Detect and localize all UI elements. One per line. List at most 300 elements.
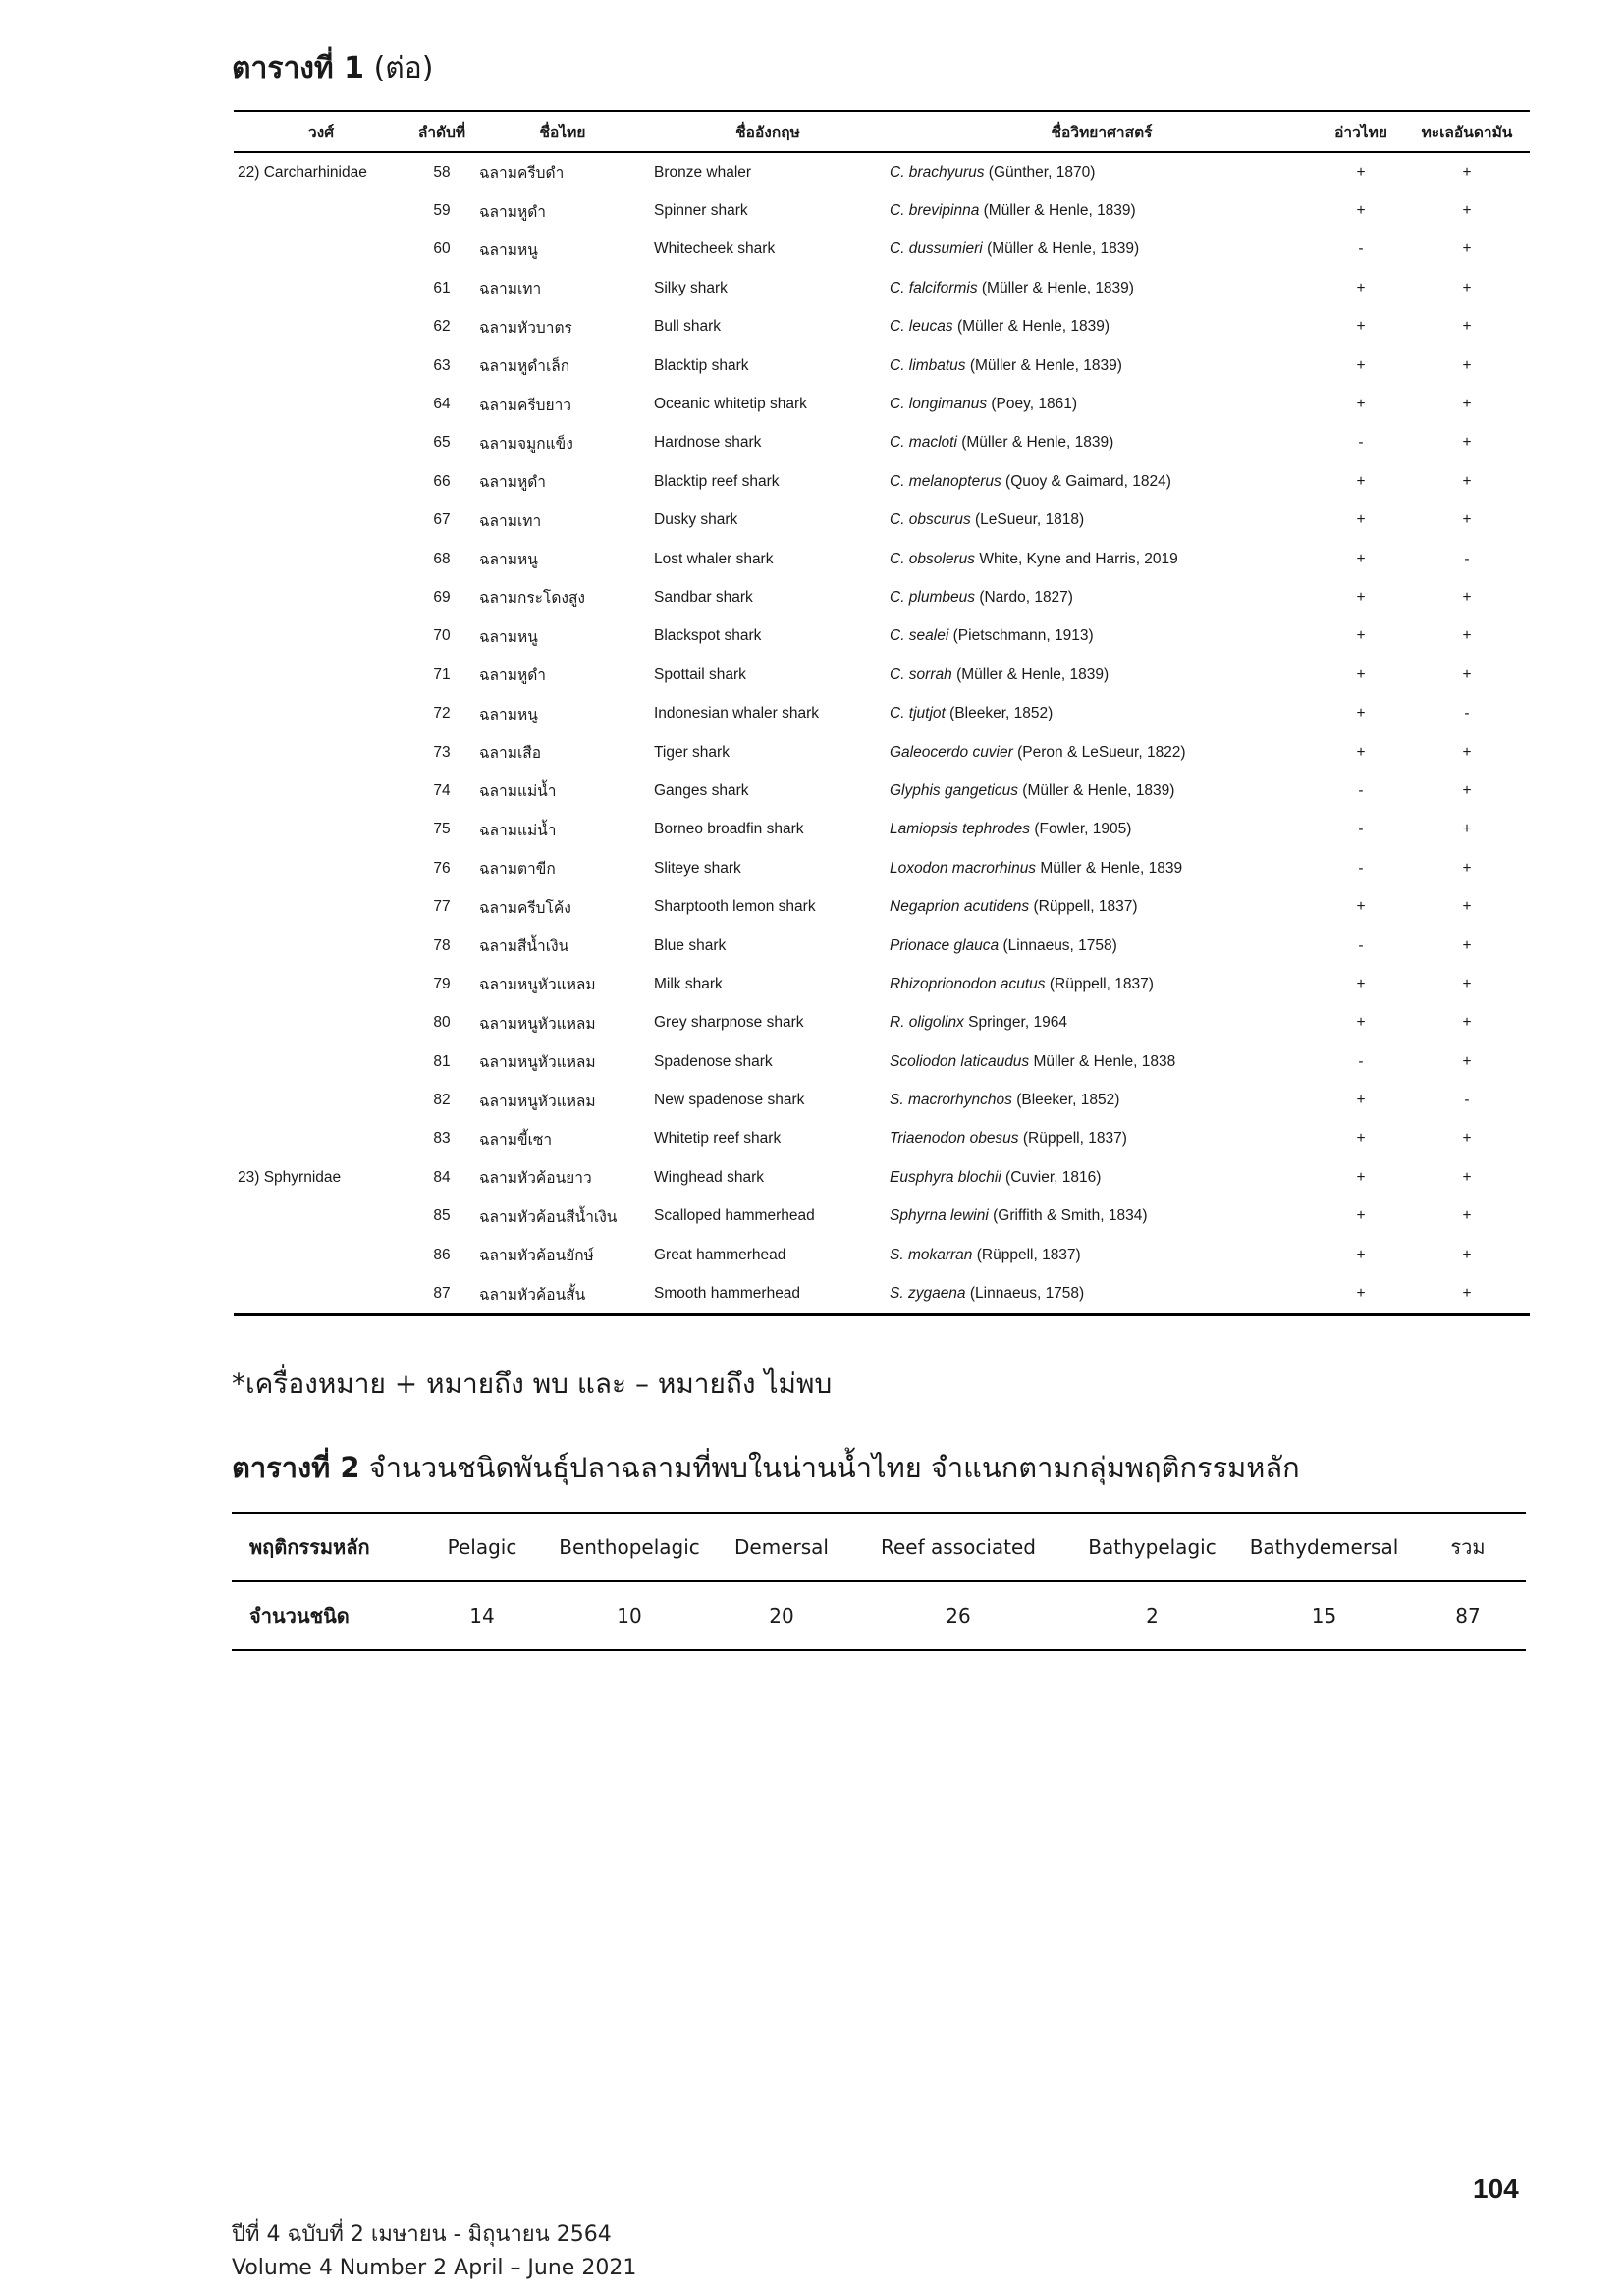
cell-number: 63 — [433, 356, 451, 374]
scientific-authority: (Müller & Henle, 1839) — [956, 318, 1110, 336]
cell-scientific-name — [886, 191, 1318, 230]
cell-family — [234, 811, 408, 849]
cell-thai-name: ฉลามหัวค้อนยาว — [479, 1170, 592, 1188]
scientific-binomial: C. sealei — [890, 627, 949, 645]
scientific-authority: (Quoy & Gaimard, 1824) — [1005, 472, 1171, 490]
table1-title-label: ตารางที่ 1 — [232, 51, 365, 85]
cell-thai-name: ฉลามหนูหัวแหลม — [479, 1093, 596, 1110]
cell-family — [234, 269, 408, 307]
cell-family: 23) Sphyrnidae — [238, 1168, 342, 1186]
cell-english-name: Blackspot shark — [654, 627, 762, 645]
scientific-authority: White, Kyne and Harris, 2019 — [979, 550, 1178, 567]
cell-andaman-presence: + — [1462, 781, 1472, 799]
scientific-binomial: C. falciformis — [890, 279, 978, 296]
table-row — [234, 965, 1530, 1003]
scientific-authority: (Bleeker, 1852) — [1016, 1092, 1120, 1109]
scientific-binomial: Prionace glauca — [890, 936, 1000, 954]
cell-gulf-presence: + — [1356, 666, 1366, 683]
scientific-binomial: C. dussumieri — [890, 240, 983, 258]
cell-andaman-presence: + — [1462, 434, 1472, 452]
cell-family — [234, 540, 408, 578]
cell-number: 84 — [433, 1168, 451, 1186]
cell-scientific-name — [886, 540, 1318, 578]
cell-family — [234, 385, 408, 423]
table-row — [234, 694, 1530, 732]
cell-family — [234, 656, 408, 694]
cell-english-name: Grey sharpnose shark — [654, 1014, 804, 1032]
cell-family — [234, 308, 408, 347]
table2-title-label: ตารางที่ 2 — [232, 1451, 360, 1484]
cell-family — [234, 347, 408, 385]
cell-gulf-presence: + — [1356, 588, 1366, 606]
scientific-authority: (LeSueur, 1818) — [975, 511, 1085, 529]
cell-gulf-presence: + — [1356, 1014, 1366, 1032]
table-row — [234, 269, 1530, 307]
cell-family — [234, 1004, 408, 1042]
scientific-binomial: Scoliodon laticaudus — [890, 1052, 1030, 1070]
cell-number: 61 — [433, 279, 451, 296]
cell-gulf-presence: + — [1356, 279, 1366, 296]
scientific-binomial: S. zygaena — [890, 1285, 966, 1303]
cell-english-name: Great hammerhead — [654, 1246, 786, 1263]
cell-english-name: Scalloped hammerhead — [654, 1207, 815, 1225]
cell-gulf-presence: + — [1356, 318, 1366, 336]
cell-gulf-presence: + — [1356, 202, 1366, 220]
cell-number: 62 — [433, 318, 451, 336]
col-bathypelagic: Bathypelagic — [1066, 1513, 1238, 1581]
cell-number: 72 — [433, 705, 451, 722]
table-row — [234, 849, 1530, 887]
cell-family — [234, 965, 408, 1003]
cell-andaman-presence: + — [1462, 202, 1472, 220]
table-row — [234, 152, 1530, 191]
cell-scientific-name — [886, 1236, 1318, 1274]
cell-gulf-presence: - — [1358, 781, 1364, 799]
cell-family — [234, 462, 408, 501]
cell-thai-name: ฉลามเทา — [479, 512, 542, 530]
cell-english-name: Milk shark — [654, 975, 723, 992]
cell-andaman-presence: + — [1462, 975, 1472, 992]
cell-english-name: Lost whaler shark — [654, 550, 774, 567]
table-row — [234, 191, 1530, 230]
cell-andaman-presence: + — [1462, 279, 1472, 296]
scientific-binomial: C. leucas — [890, 318, 953, 336]
cell-andaman-presence: + — [1462, 627, 1472, 645]
cell-andaman-presence: + — [1462, 163, 1472, 181]
cell-thai-name: ฉลามจมูกแข็ง — [479, 435, 573, 453]
cell-number: 74 — [433, 781, 451, 799]
table2-title-text: จำนวนชนิดพันธุ์ปลาฉลามที่พบในน่านน้ำไทย จำแนกตามกลุ่มพฤติกรรมหลัก — [359, 1451, 1300, 1484]
cell-number: 68 — [433, 550, 451, 567]
cell-english-name: Winghead shark — [654, 1168, 765, 1186]
table-row — [234, 1120, 1530, 1158]
table-row — [234, 502, 1530, 540]
table-row — [234, 811, 1530, 849]
behavior-table-row — [232, 1581, 1526, 1650]
cell-family — [234, 1274, 408, 1314]
cell-family — [234, 887, 408, 926]
value-demersal: 20 — [713, 1581, 850, 1650]
cell-andaman-presence: + — [1462, 1207, 1472, 1225]
table-row — [234, 231, 1530, 269]
scientific-binomial: Sphyrna lewini — [890, 1207, 989, 1225]
table-row — [234, 462, 1530, 501]
cell-gulf-presence: + — [1356, 472, 1366, 490]
cell-thai-name: ฉลามครีบยาว — [479, 397, 571, 414]
cell-thai-name: ฉลามขี้เซา — [479, 1131, 553, 1148]
scientific-authority: (Rüppell, 1837) — [1022, 1130, 1127, 1148]
cell-andaman-presence: + — [1404, 1274, 1530, 1314]
cell-gulf-presence: - — [1358, 240, 1364, 258]
table-row — [234, 1236, 1530, 1274]
cell-english-name: Bull shark — [654, 318, 722, 336]
table-row — [234, 1158, 1530, 1197]
cell-scientific-name — [886, 502, 1318, 540]
cell-andaman-presence: + — [1462, 1168, 1472, 1186]
cell-thai-name: ฉลามกระโดงสูง — [479, 590, 586, 608]
footer-issue-english: Volume 4 Number 2 April – June 2021 — [232, 2256, 637, 2280]
cell-family — [234, 927, 408, 965]
cell-thai-name: ฉลามหัวค้อนสีน้ำเงิน — [479, 1208, 618, 1226]
species-table-header — [234, 111, 1530, 152]
cell-andaman-presence: + — [1462, 898, 1472, 916]
cell-english-name: Silky shark — [654, 279, 728, 296]
table-row — [234, 1042, 1530, 1081]
cell-thai-name: ฉลามหนู — [479, 706, 538, 723]
cell-andaman-presence: - — [1464, 1092, 1470, 1109]
cell-gulf-presence: + — [1356, 898, 1366, 916]
cell-english-name: Bronze whaler — [654, 163, 752, 181]
cell-scientific-name — [886, 269, 1318, 307]
col-main-behavior: พฤติกรรมหลัก — [232, 1513, 418, 1581]
cell-andaman-presence: + — [1462, 666, 1472, 683]
col-pelagic: Pelagic — [418, 1513, 546, 1581]
cell-family — [234, 1042, 408, 1081]
cell-family — [234, 1198, 408, 1236]
cell-english-name: Borneo broadfin shark — [654, 821, 804, 838]
scientific-authority: (Müller & Henle, 1839) — [981, 279, 1134, 296]
cell-number: 73 — [433, 743, 451, 761]
col-number: ลำดับที่ — [408, 111, 475, 152]
scientific-binomial: C. plumbeus — [890, 588, 976, 606]
cell-english-name: Blacktip reef shark — [654, 472, 780, 490]
cell-thai-name: ฉลามหนู — [479, 628, 538, 646]
cell-number: 76 — [433, 859, 451, 877]
cell-family — [234, 772, 408, 810]
cell-scientific-name — [886, 1004, 1318, 1042]
cell-thai-name: ฉลามตาขีก — [479, 861, 556, 879]
cell-andaman-presence: + — [1462, 936, 1472, 954]
cell-family — [234, 191, 408, 230]
cell-gulf-presence: + — [1356, 356, 1366, 374]
scientific-binomial: C. longimanus — [890, 396, 988, 413]
table-row — [234, 733, 1530, 772]
cell-scientific-name — [886, 152, 1318, 191]
cell-english-name: Tiger shark — [654, 743, 730, 761]
cell-thai-name: ฉลามแม่น้ำ — [479, 822, 557, 839]
cell-thai-name: ฉลามหัวบาตร — [479, 319, 572, 337]
cell-english-name: New spadenose shark — [654, 1092, 805, 1109]
species-table — [234, 110, 1530, 1316]
cell-english-name: Spadenose shark — [654, 1052, 773, 1070]
scientific-authority: (Müller & Henle, 1839) — [987, 240, 1140, 258]
cell-andaman-presence: + — [1462, 472, 1472, 490]
table-row — [234, 927, 1530, 965]
cell-thai-name: ฉลามหูดำ — [479, 474, 546, 492]
cell-family — [234, 617, 408, 656]
cell-thai-name: ฉลามสีน้ำเงิน — [479, 938, 569, 955]
cell-number: 58 — [433, 163, 451, 181]
table-row — [234, 617, 1530, 656]
scientific-authority: (Müller & Henle, 1839) — [969, 356, 1122, 374]
cell-gulf-presence: + — [1356, 163, 1366, 181]
cell-thai-name: ฉลามหนู — [479, 241, 538, 259]
cell-english-name: Indonesian whaler shark — [654, 705, 820, 722]
cell-andaman-presence: - — [1464, 705, 1470, 722]
table-row — [234, 1081, 1530, 1119]
scientific-authority: Springer, 1964 — [968, 1014, 1067, 1032]
scientific-authority: (Linnaeus, 1758) — [969, 1285, 1085, 1303]
scientific-authority: (Rüppell, 1837) — [1049, 975, 1154, 992]
cell-family — [234, 1120, 408, 1158]
cell-number: 67 — [433, 511, 451, 529]
scientific-binomial: Glyphis gangeticus — [890, 781, 1018, 799]
cell-english-name: Ganges shark — [654, 781, 749, 799]
scientific-binomial: C. macloti — [890, 434, 957, 452]
cell-gulf-presence: + — [1318, 1274, 1404, 1314]
cell-number: 79 — [433, 975, 451, 992]
cell-scientific-name — [886, 578, 1318, 616]
cell-thai-name: ฉลามหูดำ — [479, 667, 546, 685]
scientific-binomial: Loxodon macrorhinus — [890, 859, 1037, 877]
scientific-authority: (Müller & Henle, 1839) — [1022, 781, 1175, 799]
table-row — [234, 385, 1530, 423]
scientific-authority: (Müller & Henle, 1839) — [983, 202, 1136, 220]
table-row — [234, 1004, 1530, 1042]
cell-thai-name: ฉลามหนูหัวแหลม — [479, 1015, 596, 1033]
scientific-authority: (Fowler, 1905) — [1034, 821, 1132, 838]
cell-scientific-name — [886, 927, 1318, 965]
cell-number: 75 — [433, 821, 451, 838]
cell-scientific-name — [886, 231, 1318, 269]
scientific-binomial: C. obscurus — [890, 511, 971, 529]
cell-thai-name: ฉลามหูดำ — [479, 203, 546, 221]
cell-english-name: Blacktip shark — [654, 356, 749, 374]
scientific-authority: (Cuvier, 1816) — [1005, 1168, 1102, 1186]
cell-thai-name: ฉลามเทา — [479, 281, 542, 298]
cell-scientific-name — [886, 1198, 1318, 1236]
cell-gulf-presence: - — [1358, 936, 1364, 954]
col-scientific-name: ชื่อวิทยาศาสตร์ — [886, 111, 1318, 152]
scientific-binomial: C. sorrah — [890, 666, 952, 683]
cell-thai-name: ฉลามครีบโค้ง — [479, 899, 571, 917]
cell-gulf-presence: + — [1356, 1246, 1366, 1263]
cell-number: 86 — [433, 1246, 451, 1263]
scientific-authority: (Griffith & Smith, 1834) — [993, 1207, 1148, 1225]
value-reef-associated: 26 — [850, 1581, 1066, 1650]
row-label-species-count: จำนวนชนิด — [232, 1581, 418, 1650]
cell-number: 77 — [433, 898, 451, 916]
table1-title — [232, 45, 433, 91]
table-row — [234, 1274, 1530, 1314]
table2-title — [232, 1445, 1300, 1490]
col-total: รวม — [1410, 1513, 1526, 1581]
scientific-binomial: Triaenodon obesus — [890, 1130, 1019, 1148]
col-english-name: ชื่ออังกฤษ — [650, 111, 886, 152]
cell-andaman-presence: - — [1464, 550, 1470, 567]
cell-scientific-name — [886, 694, 1318, 732]
cell-thai-name: ฉลามหนูหัวแหลม — [479, 1054, 596, 1072]
scientific-authority: Müller & Henle, 1838 — [1033, 1052, 1176, 1070]
scientific-binomial: C. brachyurus — [890, 163, 985, 181]
scientific-binomial: C. tjutjot — [890, 705, 946, 722]
scientific-authority: (Linnaeus, 1758) — [1002, 936, 1117, 954]
cell-gulf-presence: + — [1356, 550, 1366, 567]
cell-number: 82 — [433, 1092, 451, 1109]
behavior-table-header — [232, 1513, 1526, 1581]
cell-english-name: Hardnose shark — [654, 434, 762, 452]
cell-english-name: Whitecheek shark — [654, 240, 776, 258]
scientific-binomial: R. oligolinx — [890, 1014, 964, 1032]
cell-family — [234, 1081, 408, 1119]
scientific-binomial: Rhizoprionodon acutus — [890, 975, 1046, 992]
cell-scientific-name — [886, 347, 1318, 385]
cell-gulf-presence: + — [1356, 705, 1366, 722]
cell-number: 87 — [408, 1274, 475, 1314]
cell-english-name: Spinner shark — [654, 202, 748, 220]
cell-thai-name: ฉลามหนูหัวแหลม — [479, 977, 596, 994]
cell-gulf-presence: + — [1356, 975, 1366, 992]
table-row — [234, 887, 1530, 926]
table-row — [234, 308, 1530, 347]
cell-thai-name: ฉลามหัวค้อนสั้น — [475, 1274, 650, 1314]
cell-thai-name: ฉลามหูดำเล็ก — [479, 358, 570, 376]
table-row — [234, 1198, 1530, 1236]
table-row — [234, 347, 1530, 385]
scientific-authority: (Bleeker, 1852) — [949, 705, 1054, 722]
value-benthopelagic: 10 — [546, 1581, 713, 1650]
col-bathydemersal: Bathydemersal — [1238, 1513, 1410, 1581]
cell-andaman-presence: + — [1462, 1052, 1472, 1070]
table-row — [234, 772, 1530, 810]
value-bathypelagic: 2 — [1066, 1581, 1238, 1650]
scientific-authority: (Günther, 1870) — [988, 163, 1096, 181]
cell-english-name: Sharptooth lemon shark — [654, 898, 816, 916]
scientific-authority: (Nardo, 1827) — [979, 588, 1073, 606]
cell-english-name: Blue shark — [654, 936, 727, 954]
scientific-authority: (Peron & LeSueur, 1822) — [1017, 743, 1186, 761]
cell-gulf-presence: - — [1358, 859, 1364, 877]
value-bathydemersal: 15 — [1238, 1581, 1410, 1650]
cell-family — [234, 502, 408, 540]
scientific-binomial: C. melanopterus — [890, 472, 1001, 490]
cell-number: 66 — [433, 472, 451, 490]
cell-number: 70 — [433, 627, 451, 645]
cell-english-name: Dusky shark — [654, 511, 738, 529]
cell-thai-name: ฉลามเสือ — [479, 745, 542, 763]
cell-family — [234, 578, 408, 616]
cell-andaman-presence: + — [1462, 588, 1472, 606]
cell-gulf-presence: - — [1358, 821, 1364, 838]
scientific-binomial: Negaprion acutidens — [890, 898, 1030, 916]
cell-number: 65 — [433, 434, 451, 452]
scientific-binomial: Eusphyra blochii — [890, 1168, 1001, 1186]
cell-scientific-name — [886, 462, 1318, 501]
cell-andaman-presence: + — [1462, 240, 1472, 258]
cell-number: 64 — [433, 396, 451, 413]
cell-scientific-name — [886, 656, 1318, 694]
cell-scientific-name — [886, 849, 1318, 887]
cell-family: 22) Carcharhinidae — [238, 163, 367, 181]
footer-issue-thai: ปีที่ 4 ฉบับที่ 2 เมษายน - มิถุนายน 2564 — [232, 2222, 612, 2247]
behavior-table — [232, 1512, 1526, 1651]
cell-andaman-presence: + — [1462, 859, 1472, 877]
cell-family — [234, 424, 408, 462]
col-family: วงศ์ — [234, 111, 408, 152]
cell-scientific-name — [886, 1042, 1318, 1081]
cell-scientific-name — [886, 617, 1318, 656]
legend-note: *เครื่องหมาย + หมายถึง พบ และ – หมายถึง ไม่พบ — [232, 1367, 833, 1400]
cell-scientific-name — [886, 772, 1318, 810]
col-reef-associated: Reef associated — [850, 1513, 1066, 1581]
scientific-authority: (Pietschmann, 1913) — [952, 627, 1094, 645]
cell-family — [234, 231, 408, 269]
cell-thai-name: ฉลามหัวค้อนยักษ์ — [479, 1248, 594, 1265]
cell-number: 85 — [433, 1207, 451, 1225]
cell-thai-name: ฉลามแม่น้ำ — [479, 783, 557, 801]
cell-family — [234, 849, 408, 887]
cell-scientific-name — [886, 1120, 1318, 1158]
col-thai-name: ชื่อไทย — [475, 111, 650, 152]
cell-scientific-name — [886, 1158, 1318, 1197]
scientific-binomial: C. obsolerus — [890, 550, 976, 567]
cell-number: 81 — [433, 1052, 451, 1070]
cell-number: 69 — [433, 588, 451, 606]
cell-scientific-name — [886, 1081, 1318, 1119]
cell-scientific-name — [886, 1274, 1318, 1314]
cell-andaman-presence: + — [1462, 821, 1472, 838]
cell-andaman-presence: + — [1462, 356, 1472, 374]
scientific-binomial: S. macrorhynchos — [890, 1092, 1012, 1109]
scientific-binomial: C. limbatus — [890, 356, 966, 374]
col-gulf-of-thailand: อ่าวไทย — [1318, 111, 1404, 152]
cell-gulf-presence: + — [1356, 396, 1366, 413]
cell-family — [234, 694, 408, 732]
cell-number: 59 — [433, 202, 451, 220]
cell-number: 60 — [433, 240, 451, 258]
cell-number: 71 — [433, 666, 451, 683]
scientific-binomial: Galeocerdo cuvier — [890, 743, 1013, 761]
scientific-authority: (Rüppell, 1837) — [976, 1246, 1081, 1263]
cell-gulf-presence: + — [1356, 1130, 1366, 1148]
cell-number: 78 — [433, 936, 451, 954]
table-row — [234, 578, 1530, 616]
cell-gulf-presence: + — [1356, 1168, 1366, 1186]
cell-gulf-presence: + — [1356, 1092, 1366, 1109]
cell-scientific-name — [886, 887, 1318, 926]
cell-scientific-name — [886, 424, 1318, 462]
table-row — [234, 656, 1530, 694]
cell-scientific-name — [886, 733, 1318, 772]
cell-scientific-name — [886, 385, 1318, 423]
scientific-authority: (Rüppell, 1837) — [1033, 898, 1138, 916]
scientific-binomial: S. mokarran — [890, 1246, 973, 1263]
cell-english-name: Whitetip reef shark — [654, 1130, 782, 1148]
scientific-authority: Müller & Henle, 1839 — [1040, 859, 1183, 877]
value-total: 87 — [1410, 1581, 1526, 1650]
cell-english-name: Sandbar shark — [654, 588, 753, 606]
table-row — [234, 424, 1530, 462]
